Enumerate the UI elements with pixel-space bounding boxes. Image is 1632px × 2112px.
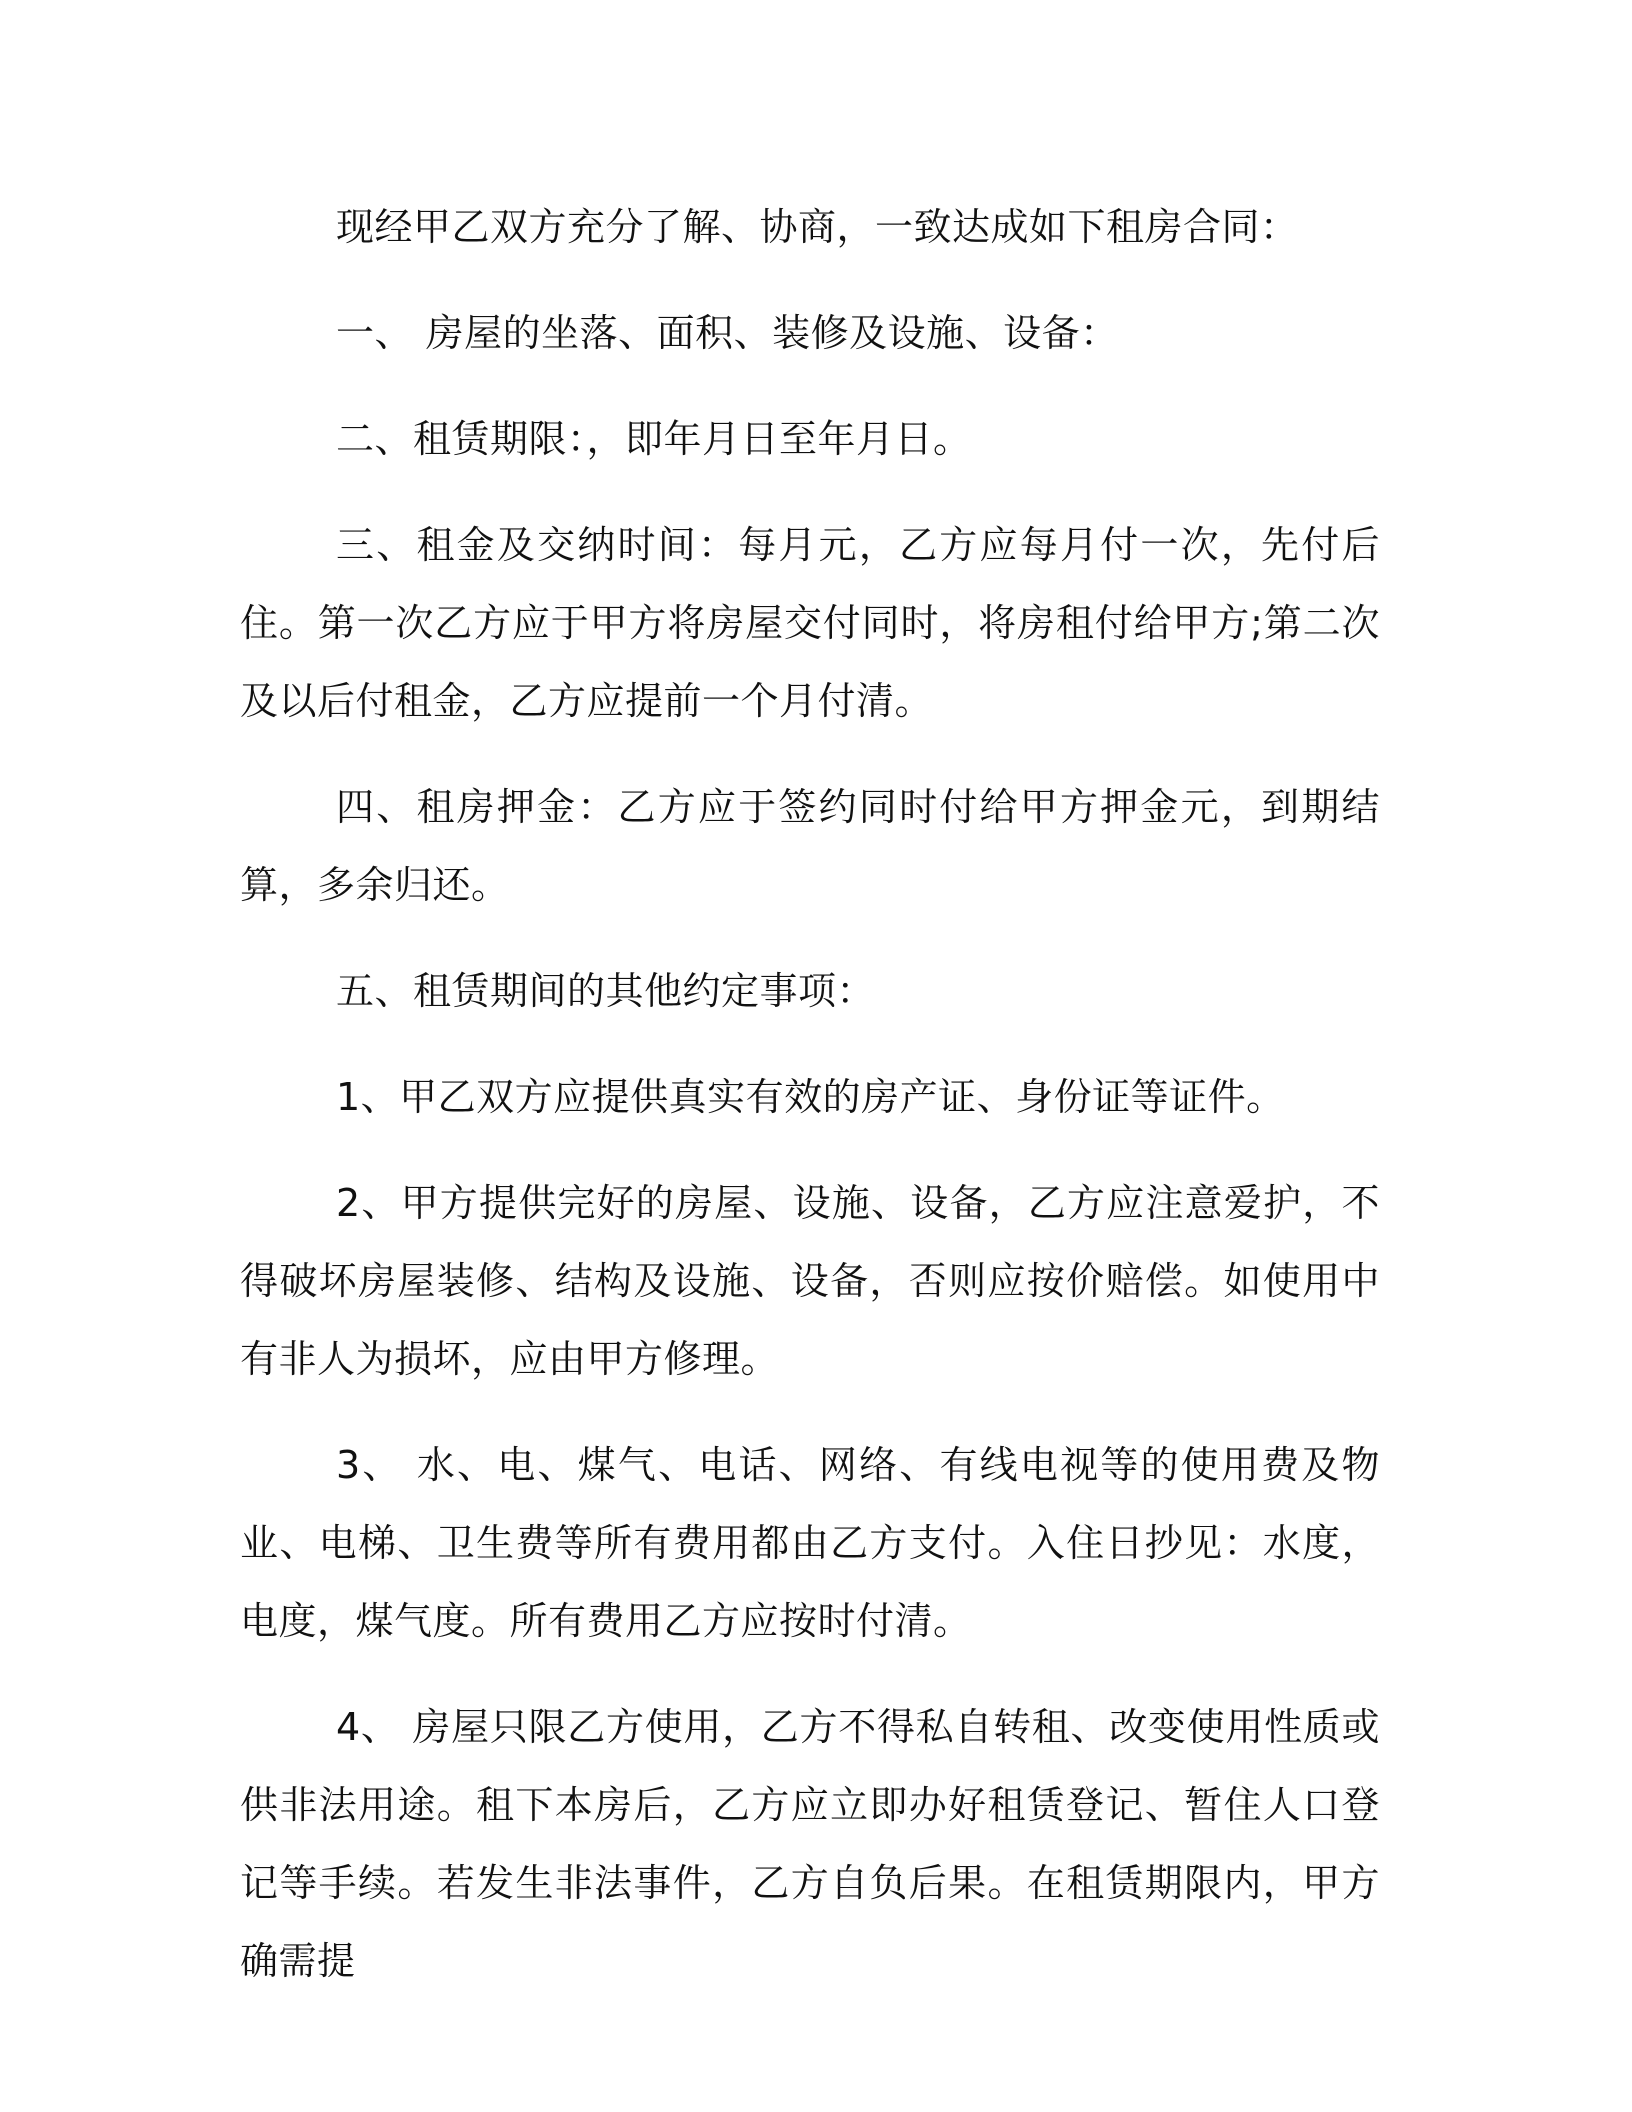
paragraph-clause-3: 三、租金及交纳时间：每月元，乙方应每月付一次，先付后住。第一次乙方应于甲方将房屋交付同时，将房租付给甲方;第二次及以后付租金，乙方应提前一个月付清。	[240, 523, 1380, 723]
paragraph-clause-5: 五、租赁期间的其他约定事项：	[336, 969, 876, 1013]
document-body	[240, 188, 1380, 2000]
paragraph-clause-4: 四、租房押金：乙方应于签约同时付给甲方押金元，到期结算，多余归还。	[240, 785, 1380, 907]
paragraph-item-4: 4、 房屋只限乙方使用，乙方不得私自转租、改变使用性质或供非法用途。租下本房后，乙方应立即办好租赁登记、暂住人口登记等手续。若发生非法事件，乙方自负后果。在租赁期限内，甲方确需提	[240, 1705, 1380, 1983]
paragraph-item-3: 3、 水、电、煤气、电话、网络、有线电视等的使用费及物业、电梯、卫生费等所有费用都由乙方支付。入住日抄见：水度，电度，煤气度。所有费用乙方应按时付清。	[240, 1443, 1380, 1643]
paragraph-clause-1: 一、 房屋的坐落、面积、装修及设施、设备：	[336, 311, 1119, 355]
paragraph-item-2: 2、甲方提供完好的房屋、设施、设备，乙方应注意爱护，不得破坏房屋装修、结构及设施、设备，否则应按价赔偿。如使用中有非人为损坏，应由甲方修理。	[240, 1181, 1380, 1381]
paragraph-clause-2: 二、租赁期限：，即年月日至年月日。	[336, 417, 972, 461]
paragraph-item-1: 1、甲乙双方应提供真实有效的房产证、身份证等证件。	[336, 1075, 1285, 1119]
paragraph-intro: 现经甲乙双方充分了解、协商，一致达成如下租房合同：	[336, 205, 1299, 249]
